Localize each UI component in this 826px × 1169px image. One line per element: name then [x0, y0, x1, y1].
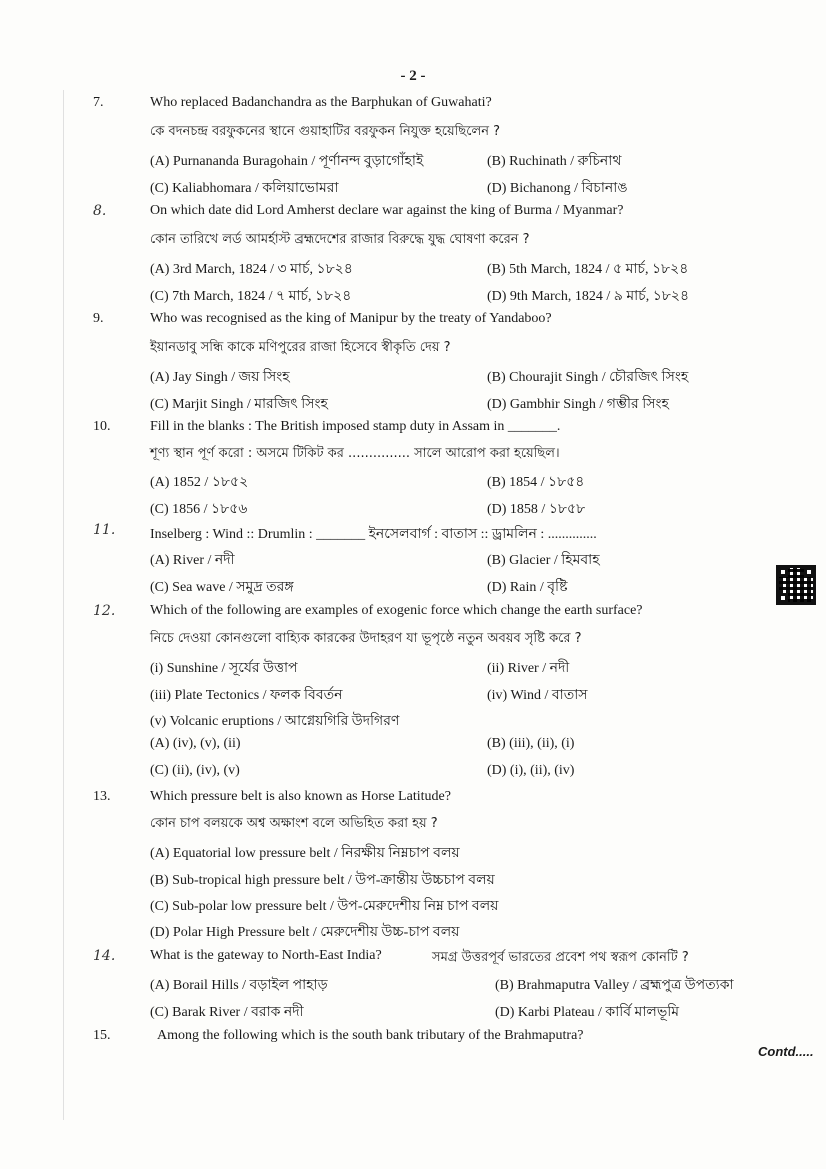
option-b: (B) 5th March, 1824 / ৫ মার্চ, ১৮২৪ [487, 262, 689, 277]
option-c: (C) 7th March, 1824 / ৭ মার্চ, ১৮২৪ [150, 289, 352, 304]
option-b: (B) Chourajit Singh / চৌরজিৎ সিংহ [487, 370, 689, 385]
option-a: (A) Purnananda Buragohain / পূর্ণানন্দ বুড়াগোঁহাই [150, 154, 424, 169]
option-a: (A) River / নদী [150, 553, 235, 568]
question-number: 10. [93, 419, 111, 434]
option-b: (B) (iii), (ii), (i) [487, 736, 575, 751]
question-text-bn: ইয়ানডাবু সন্ধি কাকে মণিপুরের রাজা হিসেবে স্বীকৃতি দেয় ? [150, 340, 451, 355]
option-c: (C) (ii), (iv), (v) [150, 763, 240, 778]
question-text-en: On which date did Lord Amherst declare war against the king of Burma / Myanmar? [150, 203, 624, 218]
option-b: (B) Glacier / হিমবাহ [487, 553, 600, 568]
page-margin-rule [63, 90, 64, 1120]
question-text-en: Who replaced Badanchandra as the Barphukan of Guwahati? [150, 95, 492, 110]
option-b: (B) 1854 / ১৮৫৪ [487, 475, 585, 490]
question-text-bn: শূণ্য স্থান পূর্ণ করো : অসমে টিকিট কর ............... সালে আরোপ করা হয়েছিল। [150, 446, 560, 461]
question-text-en: What is the gateway to North-East India? [150, 948, 382, 963]
page-number: - 2 - [400, 68, 426, 84]
question-text-bn: কোন তারিখে লর্ড আমর্হাস্ট ব্রহ্মদেশের রাজার বিরুদ্ধে যুদ্ধ ঘোষণা করেন ? [150, 232, 530, 247]
question-text-bn: কোন চাপ বলয়কে অশ্ব অক্ষাংশ বলে অভিহিত করা হয় ? [150, 816, 438, 831]
option-d: (D) (i), (ii), (iv) [487, 763, 575, 778]
question-text-bn: কে বদনচন্দ্র বরফুকনের স্থানে গুয়াহাটির বরফুকন নিযুক্ত হয়েছিলেন ? [150, 124, 500, 139]
continued-label: Contd..... [758, 1044, 814, 1059]
question-text-en: Who was recognised as the king of Manipur by the treaty of Yandaboo? [150, 311, 552, 326]
item-i: (i) Sunshine / সূর্যের উত্তাপ [150, 661, 298, 676]
option-c: (C) Barak River / বরাক নদী [150, 1005, 304, 1020]
option-d: (D) Karbi Plateau / কার্বি মালভূমি [495, 1005, 680, 1020]
option-a: (A) Borail Hills / বড়াইল পাহাড় [150, 978, 328, 993]
question-text-en: Which pressure belt is also known as Horse Latitude? [150, 789, 451, 804]
question-text-en: Among the following which is the south bank tributary of the Brahmaputra? [157, 1028, 584, 1043]
question-number: 9. [93, 311, 104, 326]
item-v: (v) Volcanic eruptions / আগ্নেয়গিরি উদগিরণ [150, 714, 400, 729]
option-a: (A) (iv), (v), (ii) [150, 736, 241, 751]
option-c: (C) Sea wave / সমুদ্র তরঙ্গ [150, 580, 294, 595]
option-a: (A) Equatorial low pressure belt / নিরক্ষীয় নিম্নচাপ বলয় [150, 846, 460, 861]
item-iii: (iii) Plate Tectonics / ফলক বিবর্তন [150, 688, 343, 703]
question-number: 15. [93, 1028, 111, 1043]
option-c: (C) 1856 / ১৮৫৬ [150, 502, 248, 517]
option-d: (D) 1858 / ১৮৫৮ [487, 502, 586, 517]
question-text-en: Which of the following are examples of exogenic force which change the earth surface? [150, 603, 643, 618]
option-c: (C) Marjit Singh / মারজিৎ সিংহ [150, 397, 328, 412]
question-number: 13. [93, 789, 111, 804]
option-d: (D) Rain / বৃষ্টি [487, 580, 568, 595]
option-b: (B) Brahmaputra Valley / ব্রহ্মপুত্র উপত্যকা [495, 978, 734, 993]
question-number: 7. [93, 95, 104, 110]
item-iv: (iv) Wind / বাতাস [487, 688, 588, 703]
question-number: 12. [93, 603, 116, 619]
question-text-en: Fill in the blanks : The British imposed stamp duty in Assam in _______. [150, 419, 561, 434]
option-a: (A) Jay Singh / জয় সিংহ [150, 370, 290, 385]
question-number: 14. [93, 948, 116, 964]
option-b: (B) Sub-tropical high pressure belt / উপ-ক্রান্তীয় উচ্চচাপ বলয় [150, 873, 495, 888]
option-b: (B) Ruchinath / রুচিনাথ [487, 154, 622, 169]
option-d: (D) 9th March, 1824 / ৯ মার্চ, ১৮২৪ [487, 289, 690, 304]
option-c: (C) Kaliabhomara / কলিয়াভোমরা [150, 181, 339, 196]
question-number: 11. [93, 522, 116, 538]
item-ii: (ii) River / নদী [487, 661, 570, 676]
option-d: (D) Bichanong / বিচানাঙ [487, 181, 628, 196]
question-number: 8. [93, 203, 107, 219]
question-text-bn: নিচে দেওয়া কোনগুলো বাহ্যিক কারকের উদাহরণ যা ভূপৃষ্ঠে নতুন অবয়ব সৃষ্টি করে ? [150, 631, 582, 646]
option-a: (A) 1852 / ১৮৫২ [150, 475, 249, 490]
option-d: (D) Polar High Pressure belt / মেরুদেশীয় উচ্চ-চাপ বলয় [150, 925, 460, 940]
option-a: (A) 3rd March, 1824 / ৩ মার্চ, ১৮২৪ [150, 262, 353, 277]
option-c: (C) Sub-polar low pressure belt / উপ-মেরুদেশীয় নিম্ন চাপ বলয় [150, 899, 499, 914]
qr-code [776, 565, 816, 605]
question-text-bn: সমগ্র উত্তরপূর্ব ভারতের প্রবেশ পথ স্বরূপ কোনটি ? [432, 950, 689, 965]
option-d: (D) Gambhir Singh / গম্ভীর সিংহ [487, 397, 669, 412]
question-text-en: Inselberg : Wind :: Drumlin : _______ ইনসেলবার্গ : বাতাস :: ড্রামলিন : .............. [150, 527, 597, 542]
